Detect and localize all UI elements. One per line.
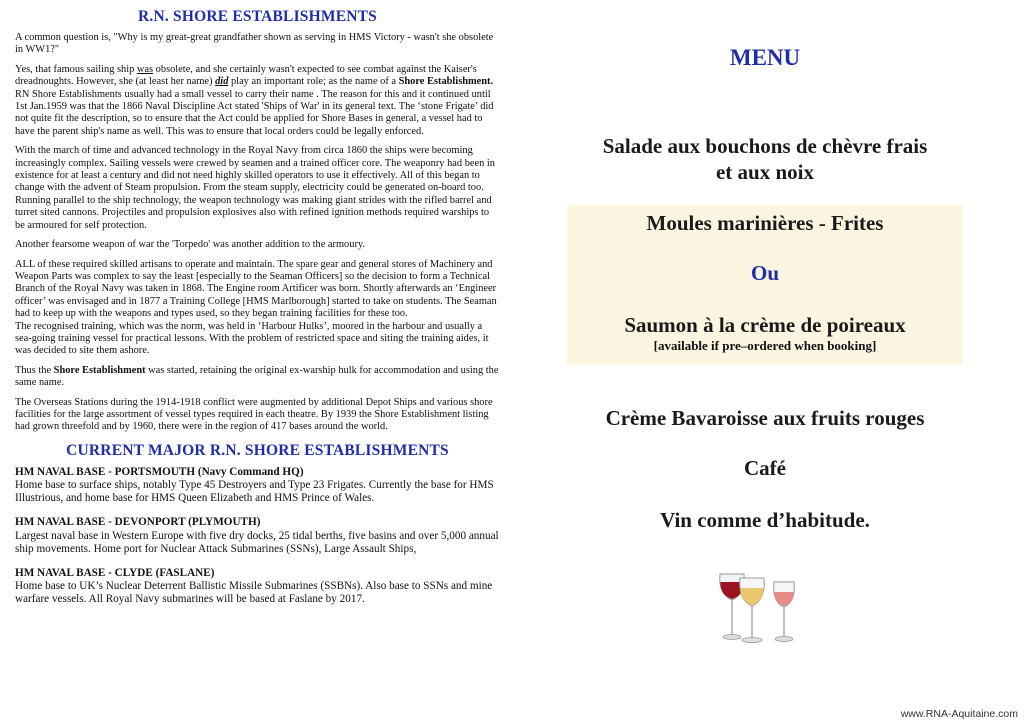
bases-title: CURRENT MAJOR R.N. SHORE ESTABLISHMENTS — [66, 441, 449, 459]
base-name: HM NAVAL BASE - PORTSMOUTH (Navy Command HQ) — [15, 465, 304, 478]
main-course-1: Moules marinières - Frites — [646, 211, 884, 235]
main-course-2-note: [available if pre–ordered when booking] — [653, 338, 877, 353]
paragraph-3: RN Shore Establishments usually had a small vessel to carry their name . The reason for this and it continued until 1st Jan.1959 was that the 1866 Naval Discipline Act stated 'Ships of War' in its general text. The ‘stone Frigate’ did not quite fit the description, so to ensure that the Act could be applied for Shore Bases in general, a vessel had to have the parent ship's name as well. This was to ensure that local orders could be legally enforced. — [15, 88, 494, 137]
or-label: Ou — [750, 261, 779, 285]
paragraph-7: ALL of these required skilled artisans to operate and maintain. The spare gear and general stores of Machinery and Weapon Parts was complex to say the least [especially to the Seaman Officers] so the decision to form a Technical Branch of the Royal Navy was taken in 1868. The Engine room Artificer was born. Shortly afterwards an ‘Engineer officer’ was envisaged and in 1877 a Training College [HMS Marlborough] started to take on students. The Seaman had to keep up with the weapons and types used, so they began training facilities for these too. — [15, 258, 497, 320]
watermark: www.RNA-Aquitaine.com — [900, 708, 1018, 720]
wine-glasses-icon — [712, 568, 802, 644]
paragraph-2: Yes, that famous sailing ship was obsolete, and she certainly wasn't expected to see combat against the Kaiser's dreadnoughts. However, she (at least her name) did play an important role; as the name of a Shore Establishment. — [15, 63, 494, 88]
base-description: Largest naval base in Western Europe with five dry docks, 25 tidal berths, five basins and over 5,000 annual ship movements. Home port for Nuclear Attack Submarines (SSNs), Large Assault Ships, — [15, 529, 499, 555]
base-name: HM NAVAL BASE - DEVONPORT (PLYMOUTH) — [15, 516, 261, 529]
paragraph-6: Another fearsome weapon of war the 'Torpedo' was another addition to the armoury. — [15, 239, 366, 251]
menu-title: MENU — [729, 45, 801, 70]
base-name: HM NAVAL BASE - CLYDE (FASLANE) — [15, 567, 215, 579]
paragraph-10: The Overseas Stations during the 1914-1918 conflict were augmented by additional Depot Ships and various shore facilities for the large assortment of vessel types required in each theatre. By 1939 the Shore Establishment listing had grown threefold and by 1960, there were in the region of 417 bases around the world. — [15, 396, 493, 433]
paragraph-4: With the march of time and advanced technology in the Royal Navy from circa 1860 the ships were becoming increasingly complex. Sailing vessels were crewed by seamen and a trained officer core. The weaponry had been in existence for at least a century and did not need highly skilled operators to use it effectively. All of this began to change with the advent of Steam propulsion. From the steam supply, electricity could be generated on-board too. — [15, 145, 495, 194]
wine: Vin comme d’habitude. — [660, 508, 870, 532]
base-entry-clyde — [15, 567, 500, 607]
base-entry-devonport — [15, 516, 500, 556]
starter-line-2: et aux noix — [715, 160, 814, 184]
article-column — [15, 8, 500, 618]
paragraph-8: The recognised training, which was the norm, was held in ‘Harbour Hulks’, moored in the harbour and usually a sea-going training vessel for practical lessons. With the problem of restricted space and siting the training aides, it was decided to site them ashore. — [15, 320, 489, 357]
coffee: Café — [744, 456, 786, 480]
starter-line-1: Salade aux bouchons de chèvre frais — [602, 134, 928, 158]
article-title: R.N. SHORE ESTABLISHMENTS — [138, 8, 377, 25]
paragraph-5: Running parallel to the ship technology, the weapon technology was making giant strides with the rifled barrel and turret sited cannons. Projectiles and propulsion explosives also with refined ignition methods required warships to be armoured for self protection. — [15, 194, 492, 231]
base-description: Home base to surface ships, notably Type 45 Destroyers and Type 23 Frigates. Currently the base for HMS Illustrious, and home base for HMS Queen Elizabeth and HMS Prince of Wales. — [15, 478, 494, 505]
paragraph-9: Thus the Shore Establishment was started, retaining the original ex-warship hulk for accommodation and using the same name. — [15, 364, 499, 389]
dessert: Crème Bavaroisse aux fruits rouges — [605, 406, 925, 430]
main-course-2: Saumon à la crème de poireaux — [624, 313, 906, 337]
base-entry-portsmouth — [15, 466, 500, 506]
base-description: Home base to UK’s Nuclear Deterrent Ballistic Missile Submarines (SSBNs). Also base to SSNs and mine warfare vessels. All Royal Navy submarines will be based at Faslane by 2017. — [15, 580, 493, 606]
paragraph-1: A common question is, "Why is my great-great grandfather shown as serving in HMS Victory - wasn't she obsolete in WW1?" — [15, 32, 494, 56]
